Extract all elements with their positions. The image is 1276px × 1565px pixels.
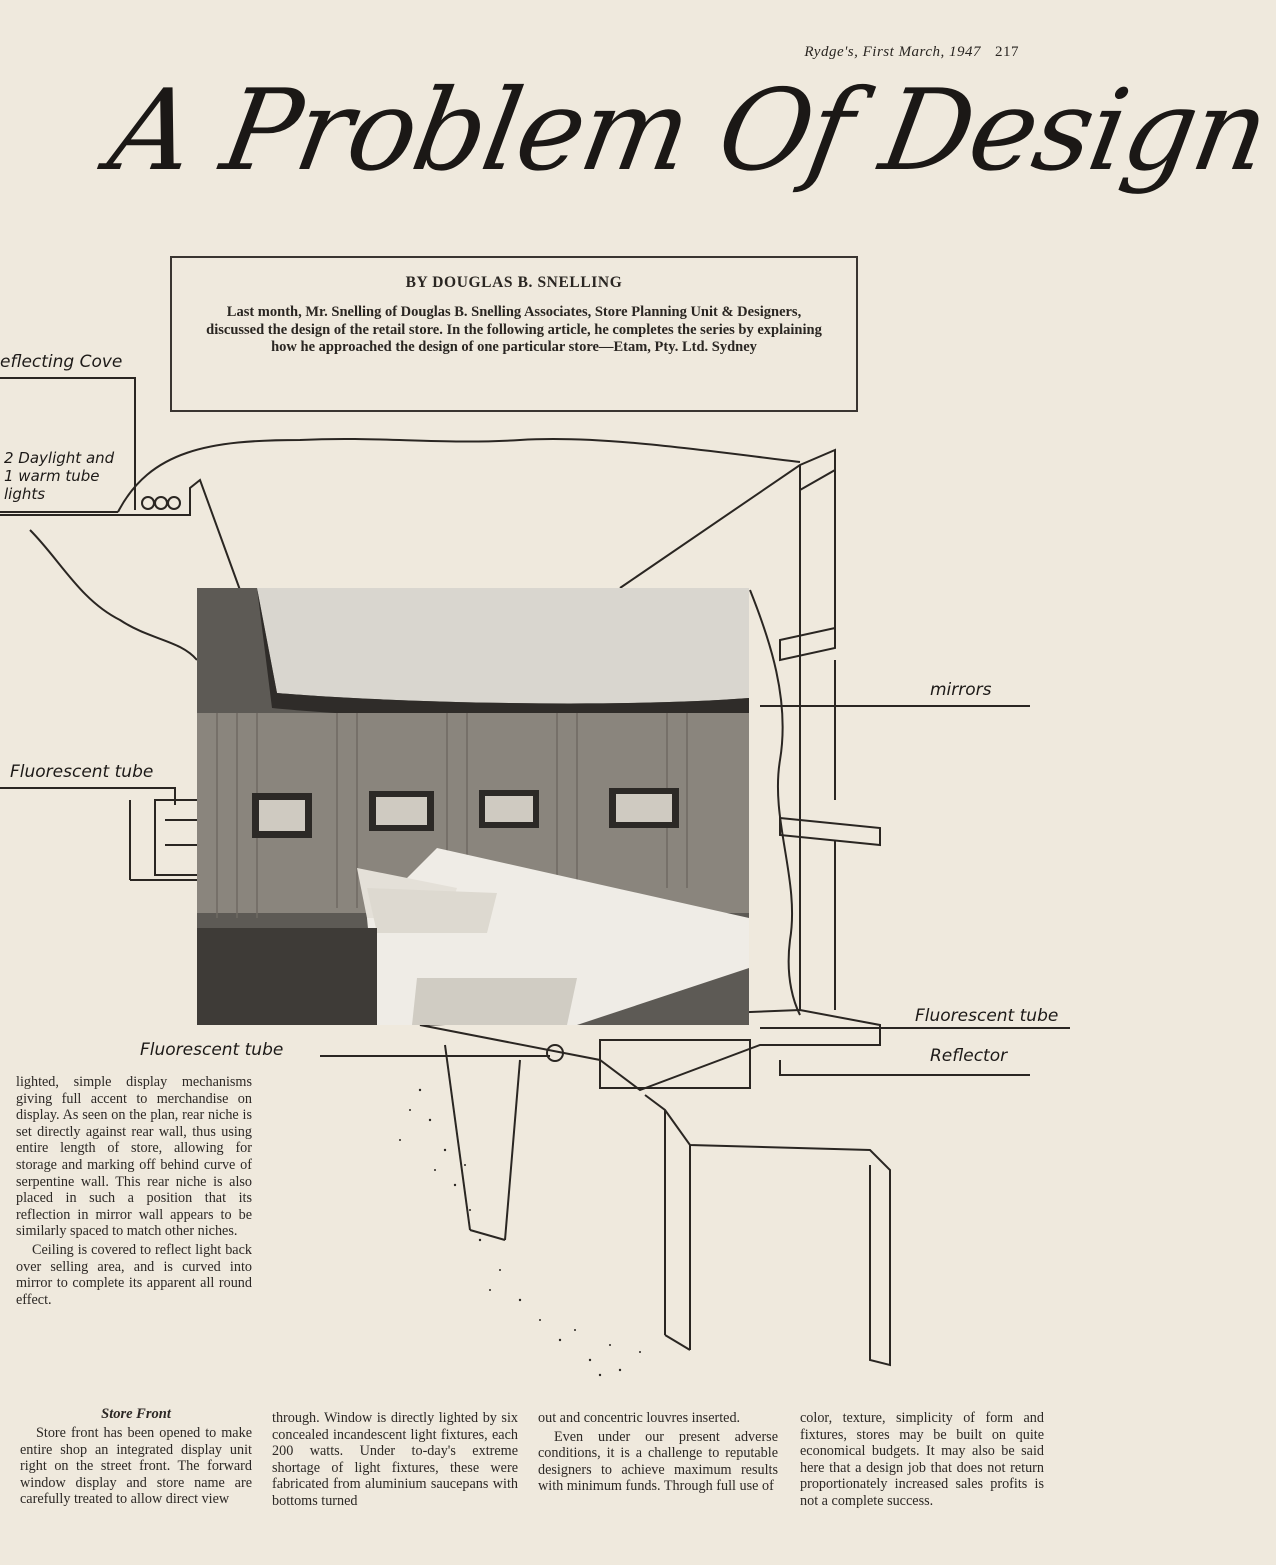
light-speckle bbox=[399, 1089, 641, 1376]
label-daylight-lights bbox=[4, 449, 114, 503]
column-4 bbox=[800, 1410, 1044, 1512]
column-3 bbox=[538, 1410, 778, 1497]
tube-light-3 bbox=[168, 497, 180, 509]
column-3-paragraph-1: out and concentric louvres inserted. bbox=[538, 1410, 741, 1426]
label-fluorescent-bottom: Fluorescent tube bbox=[140, 1040, 284, 1060]
byline: BY DOUGLAS B. SNELLING bbox=[405, 274, 623, 291]
frame-bar-top bbox=[780, 628, 835, 660]
left-column bbox=[16, 1074, 252, 1311]
store-interior-photo bbox=[197, 588, 749, 1025]
intro-text: Last month, Mr. Snelling of Douglas B. Snelling Associates, Store Planning Unit & Designers, discussed the design of the retail store. In the following article, he completes the series by explaining how he approached the design of one particular store—Etam, Pty. Ltd. Sydney bbox=[206, 304, 822, 356]
left-column-paragraph-2: Ceiling is covered to reflect light back over selling area, and is curved into mirror to complete its apparent all round effect. bbox=[16, 1242, 252, 1308]
label-fluorescent-right: Fluorescent tube bbox=[915, 1006, 1059, 1026]
frame-bar-bottom bbox=[780, 818, 880, 845]
tube-light-2 bbox=[155, 497, 167, 509]
column-2 bbox=[272, 1410, 518, 1512]
fluorescent-left-leader bbox=[0, 788, 175, 805]
label-daylight-line-2: 1 warm tube bbox=[4, 467, 100, 485]
label-reflecting-cove: eflecting Cove bbox=[0, 352, 123, 372]
label-reflector: Reflector bbox=[930, 1046, 1008, 1066]
ceiling-outline bbox=[118, 439, 800, 512]
label-mirrors: mirrors bbox=[930, 680, 992, 700]
column-3-paragraph-2: Even under our present adverse conditions, it is a challenge to reputable designers to achieve maximum results with minimum funds. Through full use of bbox=[538, 1428, 778, 1495]
left-column-paragraph-1: lighted, simple display mechanisms giving full accent to merchandise on display. As seen on the plan, rear niche is set directly against rear wall, thus using entire length of store, allowing for storage and marking off behind curve of serpentine wall. This rear niche is also placed in such a position that its reflection in mirror wall appears to be similarly spaced to match other niches. bbox=[16, 1074, 252, 1240]
label-fluorescent-left: Fluorescent tube bbox=[10, 762, 154, 782]
store-front-heading: Store Front bbox=[101, 1406, 171, 1422]
column-1-text: Store front has been opened to make entire shop an integrated display unit right on the street front. The forward window display and store name are carefully treated to allow direct view bbox=[20, 1424, 252, 1508]
article-title: A Problem Of Design bbox=[100, 66, 1276, 196]
column-4-text: color, texture, simplicity of form and fixtures, stores may be built on quite economical budgets. It may also be said here that a design job that does not return proportionately increased sales profits is not a complete success. bbox=[800, 1410, 1044, 1510]
counter-front bbox=[600, 1040, 750, 1088]
tube-light-1 bbox=[142, 497, 154, 509]
label-daylight-line-3: lights bbox=[4, 485, 46, 503]
label-daylight-line-1: 2 Daylight and bbox=[4, 449, 115, 467]
column-1 bbox=[20, 1406, 252, 1510]
page-number: 217 bbox=[995, 44, 1019, 60]
running-title: Rydge's, First March, 1947 bbox=[804, 44, 981, 60]
column-2-text: through. Window is directly lighted by six concealed incandescent light fixtures, each 200 watts. Under to-day's extreme shortage of light fixtures, these were fabricated from aluminium saucepans with bottoms turned bbox=[272, 1410, 518, 1510]
